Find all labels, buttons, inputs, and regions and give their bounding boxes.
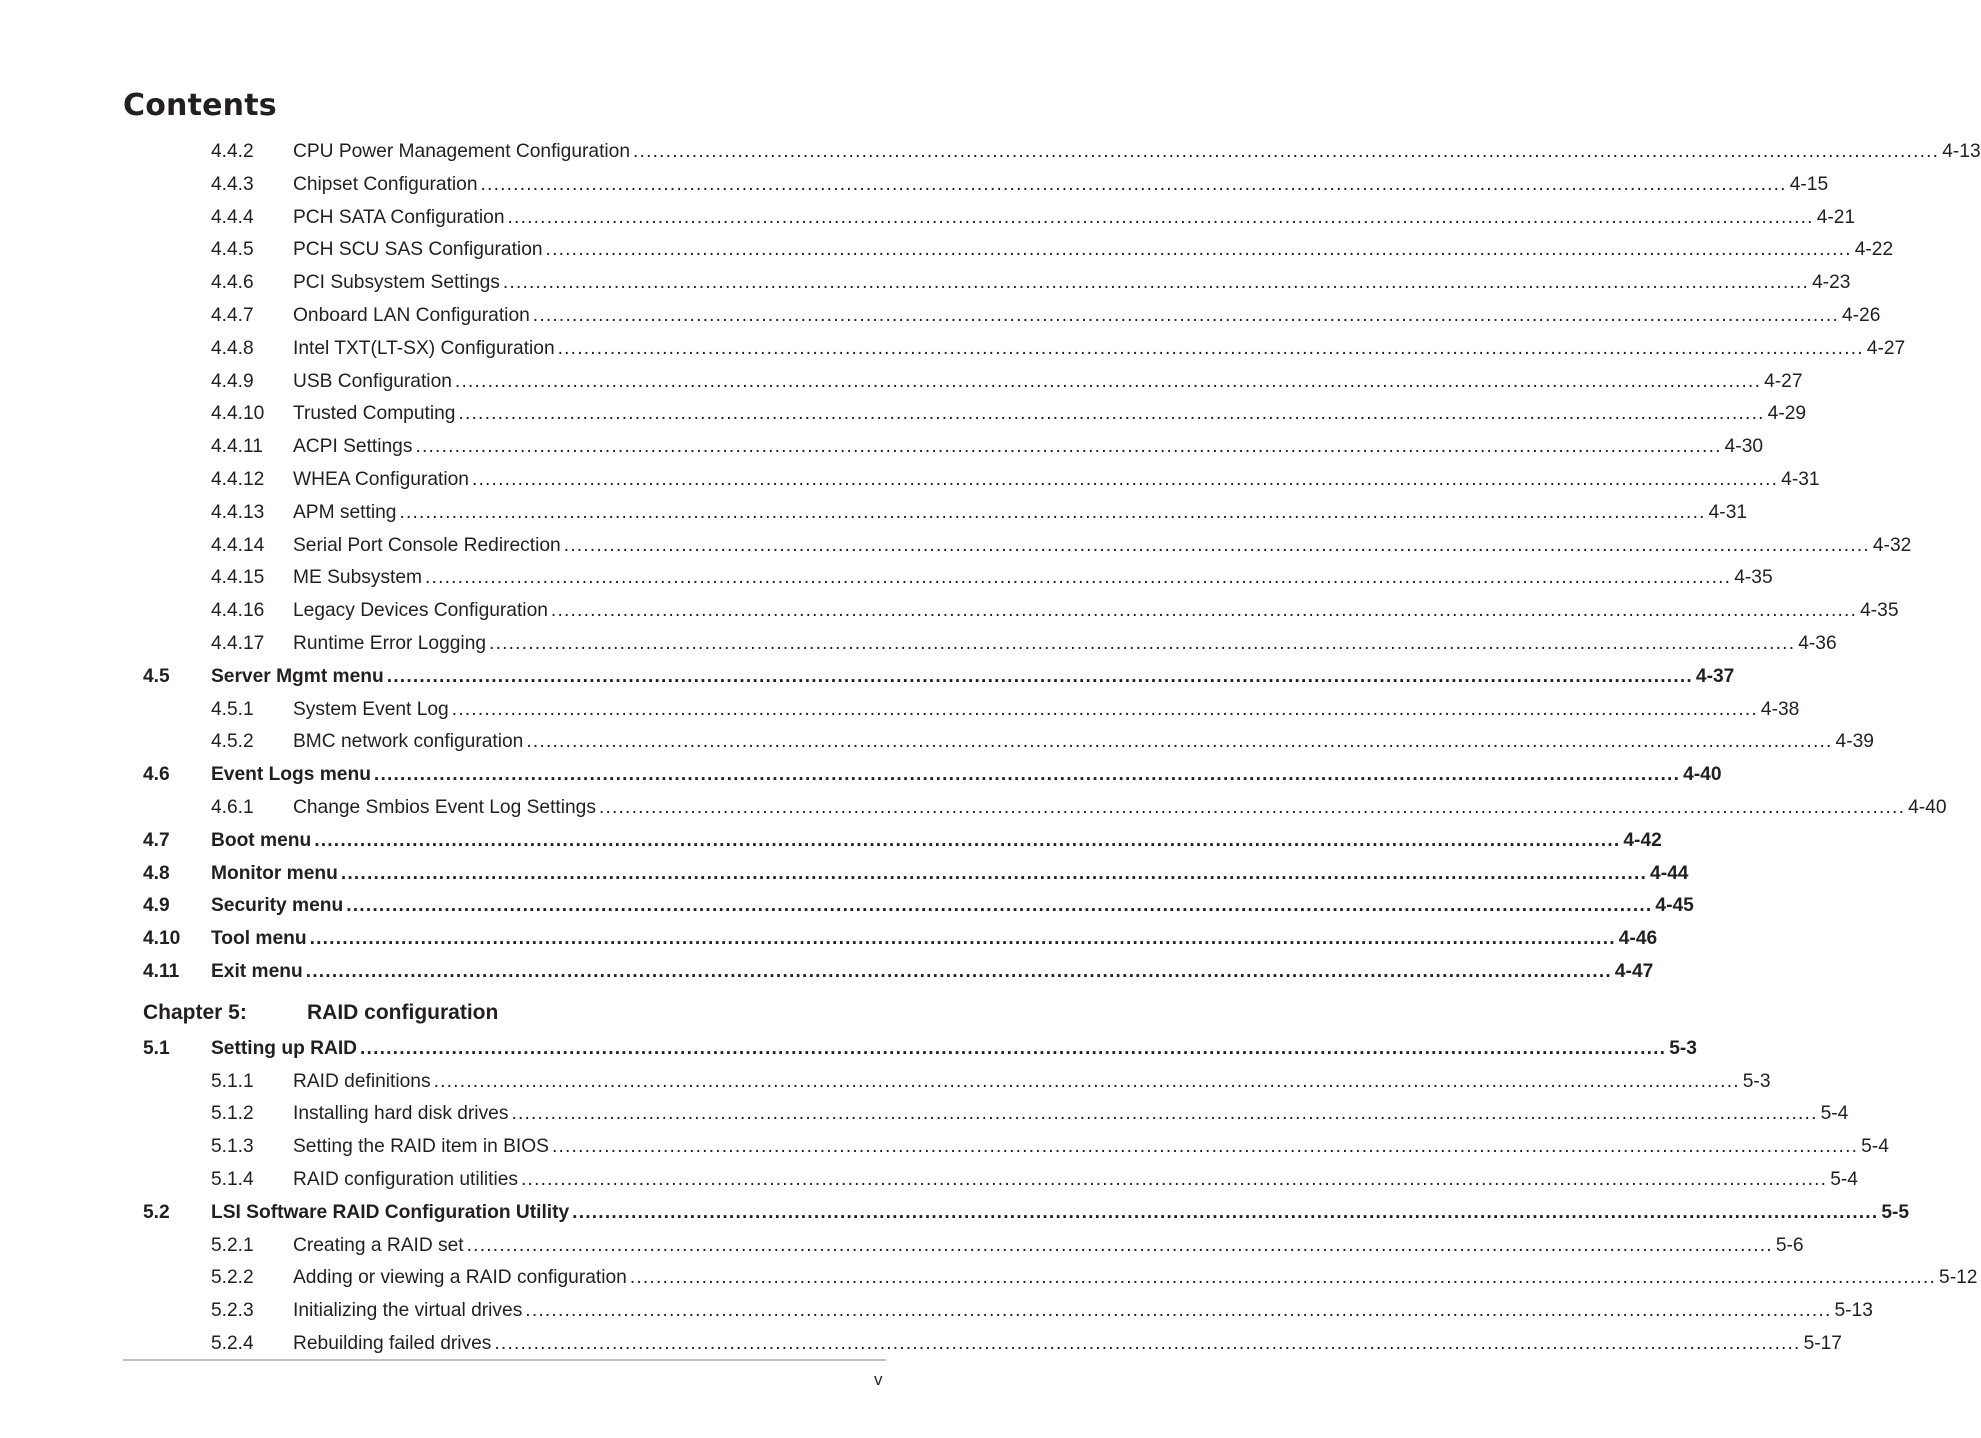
toc-entry-title: Initializing the virtual drives <box>293 1300 523 1322</box>
toc-entry-number: 4.7 <box>143 829 170 851</box>
chapter-heading <box>0 988 954 1032</box>
toc-leader-dots: ........................................................................................................................................................................................................ <box>629 1267 1937 1289</box>
toc-entry-number: 4.4.9 <box>211 370 254 392</box>
toc-entry-page: 4-30 <box>1724 436 1764 458</box>
toc-entry-title: Setting the RAID item in BIOS <box>293 1136 549 1158</box>
toc-entry-line <box>293 796 1947 819</box>
page-title: Contents <box>123 88 277 123</box>
toc-leader-dots: ........................................................................................................................................................................................................ <box>340 862 1648 884</box>
toc-entry-number: 4.4.11 <box>211 436 263 458</box>
toc-leader-dots: ........................................................................................................................................................................................................ <box>360 1037 1667 1059</box>
toc-entry-line <box>211 665 1735 688</box>
toc-entry[interactable] <box>0 758 1722 791</box>
toc-leader-dots: ........................................................................................................................................................................................................ <box>563 534 1870 556</box>
toc-entry[interactable] <box>0 627 1837 660</box>
toc-entry-line <box>293 600 1899 622</box>
toc-entry-number: 4.5.1 <box>211 698 254 720</box>
toc-entry-number: 4.11 <box>143 960 180 982</box>
toc-leader-dots: ........................................................................................................................................................................................................ <box>502 272 1810 294</box>
toc-entry-page: 4-35 <box>1860 600 1899 622</box>
toc-entry-title: USB Configuration <box>293 370 452 392</box>
toc-entry[interactable] <box>0 135 1981 168</box>
toc-entry[interactable] <box>0 791 1947 824</box>
toc-entry-page: 5-17 <box>1803 1332 1842 1354</box>
toc-entry-title: CPU Power Management Configuration <box>293 141 631 162</box>
toc-entry[interactable] <box>0 496 1748 529</box>
toc-entry[interactable] <box>0 529 1912 562</box>
toc-entry[interactable] <box>0 430 1764 463</box>
toc-entry-title: Intel TXT(LT-SX) Configuration <box>293 337 555 359</box>
toc-entry-line <box>211 829 1662 852</box>
toc-entry-line <box>211 1037 1697 1060</box>
toc-entry-line <box>211 862 1689 885</box>
toc-entry-line <box>293 403 1807 425</box>
toc-leader-dots: ........................................................................................................................................................................................................ <box>415 436 1722 458</box>
toc-leader-dots: ........................................................................................................................................................................................................ <box>454 370 1762 392</box>
toc-entry[interactable] <box>0 824 1662 857</box>
toc-entry[interactable] <box>0 1196 1910 1229</box>
toc-entry-line <box>293 141 1981 163</box>
toc-leader-dots: ........................................................................................................................................................................................................ <box>525 1300 1832 1322</box>
toc-entry[interactable] <box>0 299 1881 332</box>
toc-entry-page: 4-26 <box>1841 304 1881 326</box>
toc-entry-number: 5.2.3 <box>211 1300 254 1322</box>
toc-entry-page: 4-23 <box>1812 272 1851 294</box>
toc-entry-page: 5-13 <box>1834 1300 1873 1322</box>
toc-leader-dots: ........................................................................................................................................................................................................ <box>305 960 1612 982</box>
toc-entry-line <box>211 895 1694 917</box>
chapter-label: Chapter 5: <box>143 1000 247 1024</box>
toc-entry-title: Trusted Computing <box>293 403 456 425</box>
toc-leader-dots: ........................................................................................................................................................................................................ <box>489 632 1796 654</box>
toc-entry-page: 4-46 <box>1618 928 1658 950</box>
toc-entry-page: 5-4 <box>1861 1136 1889 1158</box>
toc-entry[interactable] <box>0 660 1735 693</box>
toc-leader-dots: ........................................................................................................................................................................................................ <box>551 1136 1859 1158</box>
toc-entry-title: System Event Log <box>293 698 449 720</box>
toc-entry-page: 4-37 <box>1695 665 1735 687</box>
toc-entry-title: Boot menu <box>211 829 312 851</box>
toc-entry[interactable] <box>0 1229 1804 1262</box>
toc-entry-number: 4.5 <box>143 665 170 687</box>
toc-entry-page: 4-27 <box>1764 370 1803 392</box>
toc-leader-dots: ........................................................................................................................................................................................................ <box>572 1201 1879 1223</box>
toc-entry-title: Server Mgmt menu <box>211 665 384 687</box>
toc-leader-dots: ........................................................................................................................................................................................................ <box>458 403 1765 425</box>
toc-entry-title: Legacy Devices Configuration <box>293 600 548 622</box>
toc-entry-number: 4.9 <box>143 895 170 917</box>
toc-entry-title: Exit menu <box>211 960 303 982</box>
toc-leader-dots: ........................................................................................................................................................................................................ <box>346 895 1653 917</box>
toc-entry-title: Runtime Error Logging <box>293 632 487 654</box>
toc-entry-title: Event Logs menu <box>211 764 371 786</box>
toc-entry[interactable] <box>0 1327 1842 1360</box>
toc-leader-dots: ........................................................................................................................................................................................................ <box>521 1168 1828 1190</box>
toc-entry-page: 4-15 <box>1789 173 1829 195</box>
toc-entry-number: 4.8 <box>143 862 170 884</box>
toc-entry-page: 4-27 <box>1866 337 1906 359</box>
chapter-name: RAID configuration <box>307 1000 499 1024</box>
toc-entry[interactable] <box>0 1065 1771 1098</box>
toc-leader-dots: ........................................................................................................................................................................................................ <box>598 796 1906 818</box>
toc-entry-number: 4.4.7 <box>211 304 254 326</box>
toc-entry[interactable] <box>0 397 1807 430</box>
toc-entry-line <box>293 1267 1978 1289</box>
toc-entry-number: 4.5.2 <box>211 731 254 753</box>
toc-entry-number: 4.4.10 <box>211 403 265 425</box>
toc-entry-number: 4.10 <box>143 928 181 950</box>
toc-entry[interactable] <box>0 857 1689 890</box>
toc-entry-line <box>293 632 1837 655</box>
toc-entry-page: 4-29 <box>1767 403 1807 425</box>
toc-entry-line <box>293 698 1800 721</box>
toc-entry-line <box>211 928 1658 950</box>
toc-entry-title: Setting up RAID <box>211 1037 358 1059</box>
toc-entry-number: 5.2.4 <box>211 1332 254 1354</box>
toc-leader-dots: ........................................................................................................................................................................................................ <box>433 1070 1740 1092</box>
toc-leader-dots: ........................................................................................................................................................................................................ <box>550 600 1858 622</box>
toc-entry-number: 5.2 <box>143 1201 170 1223</box>
table-of-contents <box>0 135 1981 1360</box>
toc-entry-title: WHEA Configuration <box>293 468 469 490</box>
toc-entry-line <box>211 1201 1910 1224</box>
toc-entry-title: Installing hard disk drives <box>293 1103 509 1125</box>
toc-entry-number: 4.4.17 <box>211 632 265 654</box>
toc-entry-page: 4-45 <box>1655 895 1694 917</box>
toc-entry-line <box>293 731 1874 753</box>
toc-entry-page: 4-39 <box>1835 731 1874 753</box>
toc-entry-line <box>211 960 1654 983</box>
toc-entry-number: 4.4.14 <box>211 534 265 556</box>
toc-entry-number: 4.4.3 <box>211 173 254 195</box>
toc-entry-page: 5-6 <box>1775 1234 1804 1256</box>
toc-entry-line <box>293 534 1912 557</box>
toc-entry-line <box>293 173 1829 196</box>
toc-entry-number: 4.4.16 <box>211 600 265 622</box>
toc-entry-line <box>293 1300 1873 1322</box>
toc-entry-line <box>293 1136 1889 1158</box>
toc-entry-title: Monitor menu <box>211 862 338 884</box>
toc-leader-dots: ........................................................................................................................................................................................................ <box>471 468 1779 490</box>
toc-entry-line <box>293 501 1748 524</box>
toc-entry-number: 4.4.15 <box>211 567 265 589</box>
toc-entry-number: 4.4.13 <box>211 501 265 523</box>
toc-leader-dots: ........................................................................................................................................................................................................ <box>511 1103 1818 1125</box>
toc-leader-dots: ........................................................................................................................................................................................................ <box>466 1234 1773 1256</box>
toc-entry-line <box>293 468 1820 491</box>
toc-entry-title: RAID definitions <box>293 1070 431 1092</box>
toc-entry[interactable] <box>0 922 1658 955</box>
toc-entry-page: 5-5 <box>1881 1201 1910 1223</box>
toc-entry-title: APM setting <box>293 501 397 523</box>
toc-entry-title: PCH SCU SAS Configuration <box>293 239 543 261</box>
toc-entry-page: 4-22 <box>1854 239 1894 261</box>
toc-entry-title: Change Smbios Event Log Settings <box>293 796 596 818</box>
toc-entry-number: 5.1.2 <box>211 1103 254 1125</box>
toc-entry-title: Tool menu <box>211 928 307 950</box>
toc-entry-page: 4-40 <box>1683 764 1722 786</box>
toc-entry[interactable] <box>0 1032 1697 1065</box>
toc-entry-number: 4.4.8 <box>211 337 254 359</box>
toc-entry-number: 5.2.1 <box>211 1234 254 1256</box>
toc-entry-line <box>293 304 1881 327</box>
toc-entry-title: PCI Subsystem Settings <box>293 272 500 294</box>
toc-entry-page: 4-21 <box>1816 206 1856 228</box>
toc-entry[interactable] <box>0 693 1800 726</box>
toc-leader-dots: ........................................................................................................................................................................................................ <box>451 698 1758 720</box>
toc-entry[interactable] <box>0 1294 1873 1327</box>
toc-entry-number: 5.1.4 <box>211 1168 254 1190</box>
toc-entry-title: Rebuilding failed drives <box>293 1332 492 1354</box>
toc-entry-title: ACPI Settings <box>293 436 413 458</box>
toc-entry-page: 4-31 <box>1708 501 1748 523</box>
toc-entry[interactable] <box>0 725 1874 758</box>
toc-entry-title: LSI Software RAID Configuration Utility <box>211 1201 570 1223</box>
toc-entry-line <box>293 436 1764 458</box>
toc-entry-page: 4-32 <box>1872 534 1912 556</box>
toc-entry-page: 5-12 <box>1939 1267 1978 1289</box>
toc-entry-line <box>293 206 1856 229</box>
toc-entry-title: RAID configuration utilities <box>293 1168 519 1190</box>
toc-leader-dots: ........................................................................................................................................................................................................ <box>309 928 1616 950</box>
toc-entry-number: 5.2.2 <box>211 1267 254 1289</box>
toc-entry-line <box>293 272 1851 294</box>
toc-leader-dots: ........................................................................................................................................................................................................ <box>386 665 1693 687</box>
toc-entry-number: 5.1.3 <box>211 1136 254 1158</box>
toc-entry-number: 4.4.6 <box>211 272 254 294</box>
toc-entry-title: Onboard LAN Configuration <box>293 304 530 326</box>
toc-entry-page: 5-3 <box>1669 1037 1697 1059</box>
toc-entry-page: 4-36 <box>1798 632 1837 654</box>
toc-entry-line <box>293 1234 1804 1257</box>
toc-leader-dots: ........................................................................................................................................................................................................ <box>480 173 1787 195</box>
toc-group-chapter5 <box>0 1032 1978 1360</box>
toc-leader-dots: ........................................................................................................................................................................................................ <box>532 304 1839 326</box>
toc-leader-dots: ........................................................................................................................................................................................................ <box>507 206 1814 228</box>
toc-entry[interactable] <box>0 266 1851 299</box>
toc-entry-line <box>293 370 1803 393</box>
toc-entry[interactable] <box>0 594 1899 627</box>
toc-entry[interactable] <box>0 1130 1889 1163</box>
toc-entry[interactable] <box>0 168 1829 201</box>
page-number: v <box>874 1370 883 1389</box>
toc-entry-page: 5-4 <box>1830 1168 1858 1190</box>
toc-entry-number: 4.4.5 <box>211 239 254 261</box>
toc-leader-dots: ........................................................................................................................................................................................................ <box>557 337 1864 359</box>
toc-leader-dots: ........................................................................................................................................................................................................ <box>314 829 1621 851</box>
toc-entry-title: PCH SATA Configuration <box>293 206 505 228</box>
toc-leader-dots: ........................................................................................................................................................................................................ <box>633 141 1940 162</box>
toc-entry-page: 4-40 <box>1908 796 1947 818</box>
toc-entry-number: 4.6 <box>143 764 170 786</box>
toc-entry-page: 4-42 <box>1623 829 1662 851</box>
toc-entry-line <box>293 1332 1842 1355</box>
toc-entry-line <box>293 1168 1858 1191</box>
toc-entry-page: 4-13 <box>1942 141 1981 162</box>
toc-leader-dots: ........................................................................................................................................................................................................ <box>373 764 1681 786</box>
toc-entry-line <box>293 1103 1849 1125</box>
toc-entry-line <box>211 764 1722 786</box>
toc-entry-title: Security menu <box>211 895 344 917</box>
toc-entry-line <box>293 1070 1771 1093</box>
footer-rule <box>123 1359 886 1361</box>
toc-entry[interactable] <box>0 1261 1978 1294</box>
toc-entry-page: 5-4 <box>1820 1103 1849 1125</box>
toc-entry[interactable] <box>0 201 1856 234</box>
toc-entry-number: 4.6.1 <box>211 796 254 818</box>
toc-entry-title: Creating a RAID set <box>293 1234 464 1256</box>
toc-entry-number: 4.4.4 <box>211 206 254 228</box>
toc-entry-number: 4.4.2 <box>211 141 254 162</box>
toc-entry-line <box>293 337 1906 360</box>
toc-entry-page: 4-47 <box>1614 960 1654 982</box>
toc-entry-title: BMC network configuration <box>293 731 524 753</box>
toc-entry[interactable] <box>0 463 1820 496</box>
toc-entry-page: 4-38 <box>1760 698 1800 720</box>
toc-entry-page: 4-44 <box>1650 862 1689 884</box>
toc-entry-title: Adding or viewing a RAID configuration <box>293 1267 627 1289</box>
toc-entry[interactable] <box>0 561 1773 594</box>
toc-entry-line <box>293 567 1773 589</box>
toc-entry-number: 4.4.12 <box>211 468 265 490</box>
toc-entry-page: 5-3 <box>1742 1070 1771 1092</box>
toc-entry-title: Chipset Configuration <box>293 173 478 195</box>
toc-entry-page: 4-31 <box>1781 468 1820 490</box>
toc-leader-dots: ........................................................................................................................................................................................................ <box>425 567 1732 589</box>
toc-entry[interactable] <box>0 1163 1858 1196</box>
toc-entry[interactable] <box>0 365 1803 398</box>
toc-entry-title: ME Subsystem <box>293 567 423 589</box>
toc-entry[interactable] <box>0 332 1906 365</box>
toc-entry-page: 4-35 <box>1734 567 1773 589</box>
toc-entry-number: 5.1 <box>143 1037 170 1059</box>
toc-group-chapter4 <box>0 135 1981 988</box>
toc-leader-dots: ........................................................................................................................................................................................................ <box>526 731 1833 753</box>
toc-entry[interactable] <box>0 233 1894 266</box>
toc-entry[interactable] <box>0 889 1694 922</box>
toc-leader-dots: ........................................................................................................................................................................................................ <box>545 239 1852 261</box>
toc-leader-dots: ........................................................................................................................................................................................................ <box>494 1332 1801 1354</box>
toc-leader-dots: ........................................................................................................................................................................................................ <box>399 501 1706 523</box>
toc-entry-number: 5.1.1 <box>211 1070 254 1092</box>
toc-entry-line <box>293 239 1894 261</box>
toc-entry[interactable] <box>0 955 1654 988</box>
toc-entry-title: Serial Port Console Redirection <box>293 534 561 556</box>
toc-entry[interactable] <box>0 1097 1849 1130</box>
